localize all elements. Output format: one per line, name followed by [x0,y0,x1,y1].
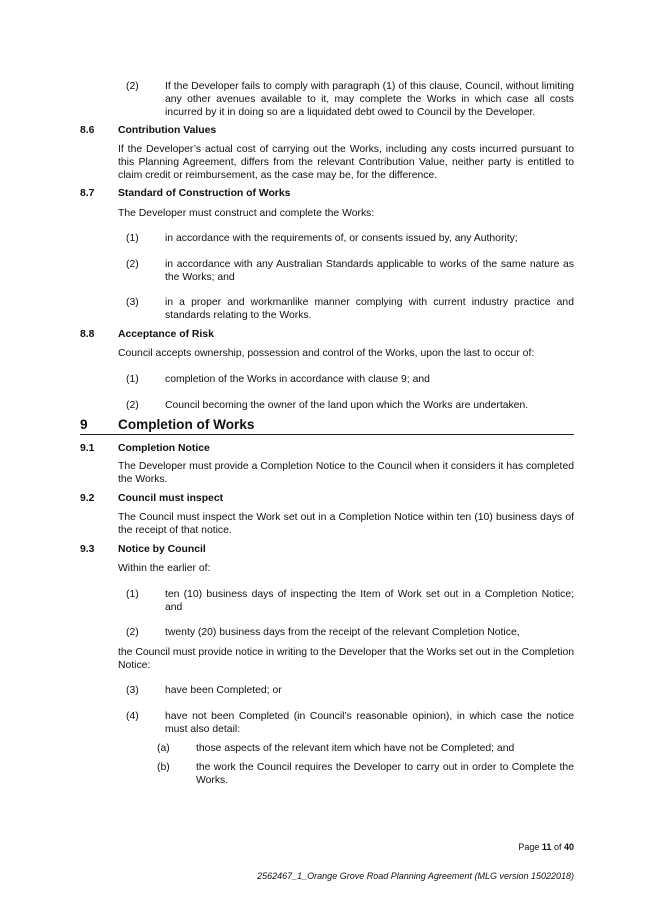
section-intro: Council accepts ownership, possession and control of the Works, upon the last to occur of: [118,348,535,359]
section-heading: Acceptance of Risk [118,329,214,340]
sub-list-item-text: those aspects of the relevant item which have not be Completed; and [196,743,515,754]
section-intro: The Developer must construct and complete the Works: [118,208,375,219]
section-number: 9.3 [80,544,95,555]
section-body: The Council must inspect the Work set out in a Completion Notice within ten (10) business days of the receipt of that notice. [118,512,574,536]
section-number: 8.6 [80,125,95,136]
section-heading: Contribution Values [118,125,217,136]
sub-list-item-text: the work the Council requires the Developer to carry out in order to Complete the Works. [196,762,574,786]
list-number: (1) [126,374,139,385]
section-heading: Council must inspect [118,493,224,504]
heading-rule [80,434,574,435]
section-heading: Standard of Construction of Works [118,188,291,199]
sub-list-number: (a) [157,743,170,754]
list-item-text: have not been Completed (in Council’s reasonable opinion), in which case the notice must also detail: [165,711,574,735]
section-body: The Developer must provide a Completion Notice to the Council when it considers it has completed the Works. [118,461,574,485]
section-heading: Completion Notice [118,443,210,454]
chapter-heading: Completion of Works [118,417,255,432]
chapter-number: 9 [80,417,88,432]
section-number: 8.8 [80,329,95,340]
list-item-text: twenty (20) business days from the receipt of the relevant Completion Notice, [165,627,520,638]
list-number: (1) [126,233,139,244]
document-reference: 2562467_1_Orange Grove Road Planning Agreement (MLG version 15022018) [257,871,574,881]
list-item-text: have been Completed; or [165,685,282,696]
list-item-text: If the Developer fails to comply with paragraph (1) of this clause, Council, without limiting any other avenues available to it, may complete the Works in which case all costs incurred by it in doing so are a liquidated debt owed to Council by the Developer. [165,81,574,118]
section-intro: Within the earlier of: [118,563,211,574]
list-number: (1) [126,589,139,600]
section-number: 9.2 [80,493,95,504]
list-number: (3) [126,297,139,308]
list-item-text: in accordance with the requirements of, or consents issued by, any Authority; [165,233,518,244]
list-item-text: in a proper and workmanlike manner complying with current industry practice and standards relating to the Works. [165,297,574,321]
list-number: (2) [126,400,139,411]
page-label: Page [518,842,540,852]
list-item-text: Council becoming the owner of the land upon which the Works are undertaken. [165,400,529,411]
list-number: (4) [126,711,139,722]
list-number: (2) [126,259,139,270]
section-number: 8.7 [80,188,95,199]
sub-list-number: (b) [157,762,170,773]
list-item-text: ten (10) business days of inspecting the Item of Work set out in a Completion Notice; and [165,589,574,613]
section-heading: Notice by Council [118,544,206,555]
page-number [518,841,574,853]
page-of: of [553,842,562,852]
list-number: (2) [126,627,139,638]
list-item-text: in accordance with any Australian Standards applicable to works of the same nature as the Works; and [165,259,574,283]
section-body: the Council must provide notice in writing to the Developer that the Works set out in the Completion Notice: [118,647,574,671]
list-number: (2) [126,81,139,92]
section-number: 9.1 [80,443,95,454]
page-current: 11 [541,842,552,852]
list-number: (3) [126,685,139,696]
section-body: If the Developer’s actual cost of carrying out the Works, including any costs incurred pursuant to this Planning Agreement, differs from the relevant Contribution Value, neither party is entitled to claim credit or reimbursement, as the case may be, for the difference. [118,144,574,181]
page-total: 40 [563,842,574,852]
list-item-text: completion of the Works in accordance with clause 9; and [165,374,430,385]
